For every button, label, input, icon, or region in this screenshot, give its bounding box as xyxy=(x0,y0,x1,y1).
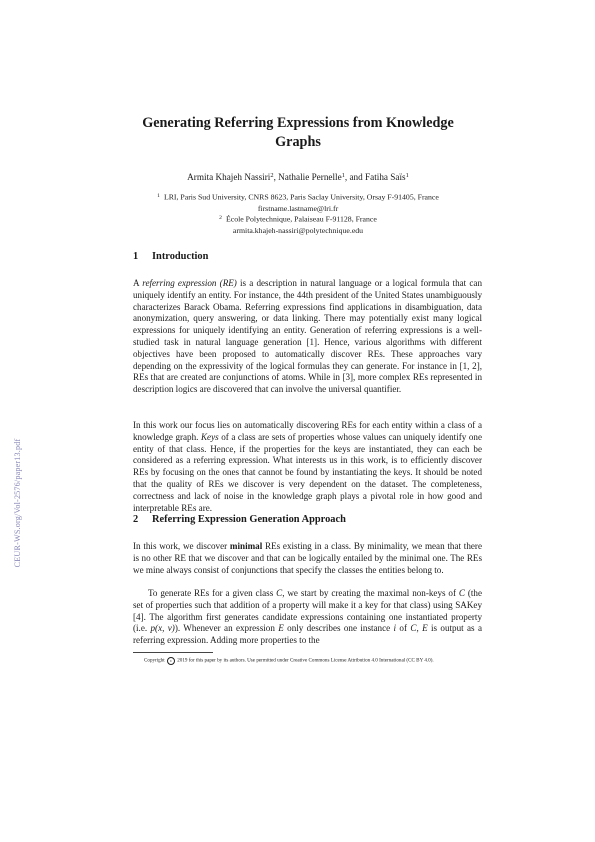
footnote-divider xyxy=(133,652,213,653)
text-run: In this work, we discover xyxy=(133,541,230,551)
section-number: 2 xyxy=(133,514,139,525)
math-text: C xyxy=(410,623,417,634)
author-separator: , xyxy=(273,172,279,182)
arxiv-sidebar xyxy=(14,372,24,632)
math-text: p(x, v) xyxy=(150,623,175,634)
section-title: Referring Expression Generation Approach xyxy=(152,514,346,525)
text-run: only describes one instance xyxy=(283,623,394,634)
copyright-text: 2019 for this paper by its authors. Use permitted under Creative Commons License Attribution 4.0 International (CC BY 4.0). xyxy=(177,657,434,664)
text-run: In this work our focus lies on automatically discovering REs for each entity within a class of a knowledge graph. xyxy=(133,420,482,442)
paragraph-approach-1 xyxy=(133,541,482,576)
math-text: E xyxy=(278,623,284,634)
author-list xyxy=(133,170,463,183)
affil-mark: 1 xyxy=(157,193,160,199)
text-run: , xyxy=(416,623,423,634)
paper-title: Generating Referring Expressions from Knowledge Graphs xyxy=(142,115,454,150)
affiliation-1 xyxy=(140,191,456,214)
text-run: To generate REs for a given class xyxy=(148,588,277,598)
affil-email: firstname.lastname@lri.fr xyxy=(257,203,339,213)
text-run: of a class are sets of properties whose values can uniquely identify one entity of that class. Hence, if the properties for the keys are instantiated, they can each be considered as a referring expression. What interests us in this work, is to efficiently discover REs by focusing on the ones that cannot be found by instantiating the keys. It should be noted that the quality of REs we discover is very dependent on the dataset. The completeness, correctness and lack of noise in the knowledge graph plays a pivotal role in how good and interpretable REs are. xyxy=(133,431,482,513)
text-run: REs existing in a class. By minimality, we mean that there is no other RE that we discover and that can be logically entailed by the minimal one. The REs we mine always consist of conjunctions that specify the classes the entities belong to. xyxy=(133,541,482,575)
text-run: , we start by creating the maximal non-keys of xyxy=(282,588,459,598)
emphasis-text: Keys xyxy=(200,431,219,442)
paragraph-intro-1 xyxy=(133,278,482,396)
section-title: Introduction xyxy=(152,251,209,262)
paragraph-intro-2 xyxy=(133,420,482,514)
math-text: i xyxy=(393,623,397,634)
section-number: 1 xyxy=(133,251,139,262)
affiliation-2 xyxy=(140,213,456,236)
affil-mark: 2 xyxy=(219,215,222,221)
section-heading-introduction xyxy=(133,251,208,262)
text-run: is output as a referring expression. Adding more properties to the xyxy=(133,623,482,646)
section-heading-approach xyxy=(133,514,346,525)
author-name: Nathalie Pernelle xyxy=(278,172,342,182)
copyright-footnote xyxy=(144,657,474,665)
text-run: ). Whenever an expression xyxy=(174,623,279,634)
author-affil-mark: 2 xyxy=(270,172,274,179)
text-run: of xyxy=(396,623,411,634)
author-separator: , and xyxy=(344,172,366,182)
math-text: E xyxy=(422,623,428,634)
strong-text: minimal xyxy=(229,541,263,551)
copyright-icon: c xyxy=(167,657,175,665)
math-text: C xyxy=(458,588,465,598)
affil-institution: LRI, Paris Sud University, CNRS 8623, Paris Saclay University, Orsay F-91405, France xyxy=(163,192,439,202)
affil-email: armita.khajeh-nassiri@polytechnique.edu xyxy=(232,225,364,235)
author-affil-mark: 1 xyxy=(405,172,409,179)
author-name: Armita Khajeh Nassiri xyxy=(187,172,271,182)
text-run: A xyxy=(133,278,143,288)
copyright-label: Copyright xyxy=(144,657,165,664)
affil-institution: École Polytechnique, Palaiseau F-91128, France xyxy=(225,214,377,224)
text-run: is a description in natural language or a logical formula that can uniquely identify an entity. For instance, the 44th president of the United States unambiguously characterizes Barack Obama. Referring expressions find applications in disambiguation, data anonymization, query answering, or data linking. There may potentially exist many logical expressions for uniquely identifying an entity. Generation of referring expressions is a well-studied task in natural language generation [1]. Hence, various algorithms with different objectives have been proposed to automatically discover REs. These approaches vary depending on the expressivity of the logical formulas they can generate. For instance in [1, 2], REs that are created are conjunctions of atoms. While in [3], more complex REs represented in description logics are discovered that can involve the universal quantifier. xyxy=(133,278,482,395)
author-name: Fatiha Saïs xyxy=(365,172,406,182)
text-run: (the set of properties such that addition of a property will make it a key for that class) using SAKey [4]. The algorithm first generates candidate expressions containing one instantiated property (i.e. xyxy=(133,588,483,634)
paragraph-approach-2 xyxy=(133,588,482,647)
math-text: C xyxy=(276,588,283,598)
emphasis-text: referring expression xyxy=(142,278,217,288)
author-affil-mark: 1 xyxy=(341,172,345,179)
ceur-stamp: CEUR-WS.org/Vol-2576/paper13.pdf xyxy=(13,438,22,568)
math-text: (RE) xyxy=(216,278,237,288)
